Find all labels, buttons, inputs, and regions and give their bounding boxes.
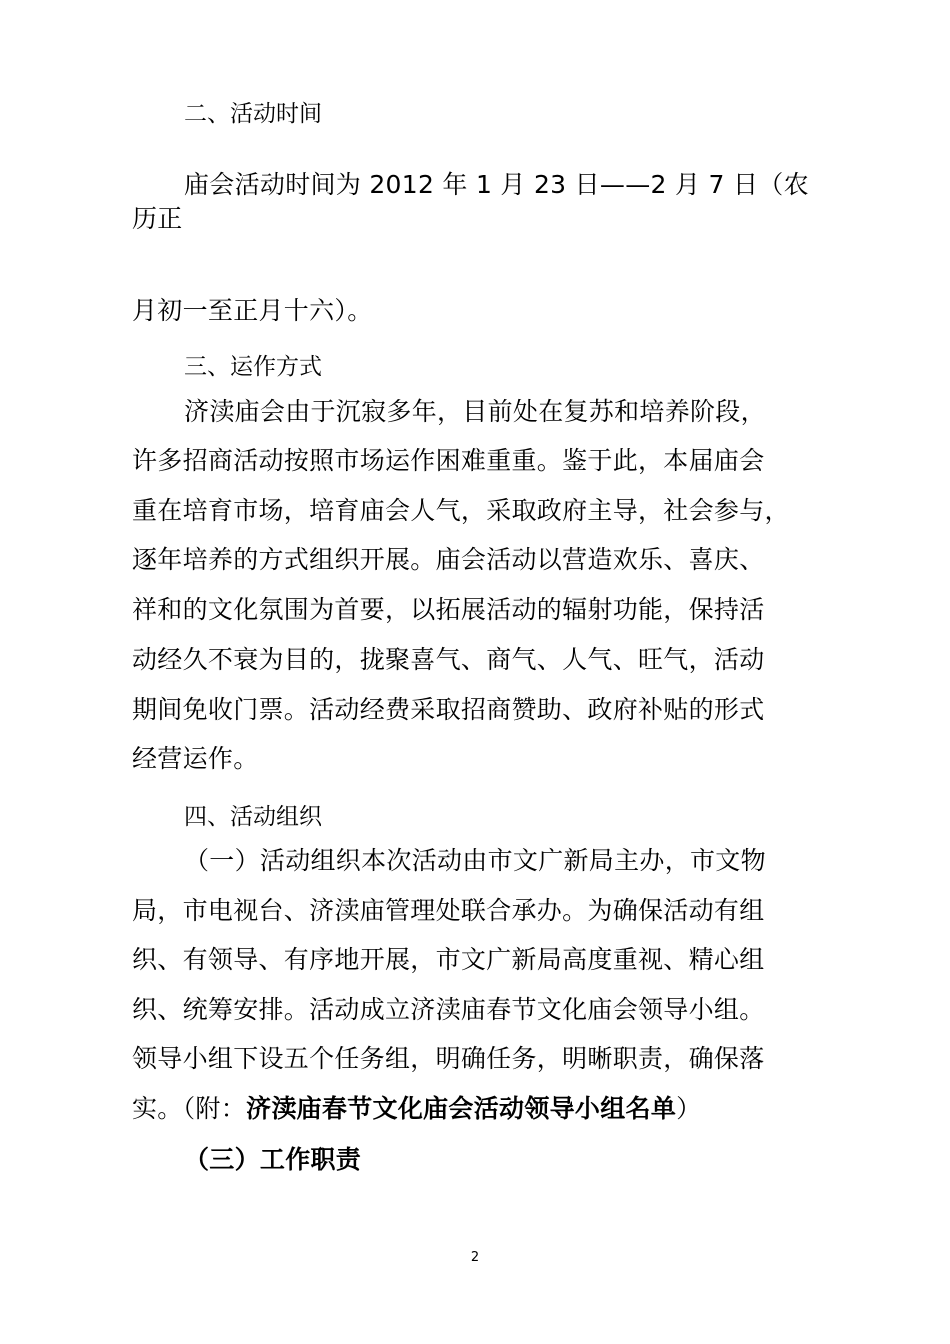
paragraph-line: 织、统筹安排。活动成立济渎庙春节文化庙会领导小组。: [132, 995, 765, 1024]
paragraph-line: 织、有领导、有序地开展，市文广新局高度重视、精心组: [132, 945, 765, 974]
paragraph-line: 重在培育市场，培育庙会人气，采取政府主导，社会参与，: [132, 496, 790, 525]
paragraph-line: 局，市电视台、济渎庙管理处联合承办。为确保活动有组: [132, 896, 765, 925]
attachment-title: 济渎庙春节文化庙会活动领导小组名单: [246, 1094, 677, 1123]
subsection-heading-duties: （三）工作职责: [184, 1145, 362, 1174]
paragraph-line: 经营运作。: [132, 744, 259, 773]
attachment-prefix: 实。（附：: [132, 1094, 247, 1123]
paragraph-line: 领导小组下设五个任务组，明确任务，明晰职责，确保落: [132, 1044, 765, 1073]
paragraph-line: 月初一至正月十六）。: [132, 296, 373, 325]
attachment-suffix: ）: [676, 1094, 702, 1123]
page-number: 2: [470, 1250, 480, 1265]
paragraph-line: 历正: [132, 204, 183, 233]
paragraph-line: 许多招商活动按照市场运作困难重重。鉴于此，本届庙会: [132, 446, 765, 475]
paragraph-line: 祥和的文化氛围为首要，以拓展活动的辐射功能，保持活: [132, 595, 765, 624]
section-heading-operation: 三、运作方式: [184, 354, 322, 380]
section-heading-organization: 四、活动组织: [184, 804, 322, 830]
paragraph-line-with-attachment: [132, 1096, 701, 1121]
paragraph-line: 期间免收门票。活动经费采取招商赞助、政府补贴的形式: [132, 695, 765, 724]
section-heading-time: 二、活动时间: [184, 101, 322, 127]
paragraph-line: 动经久不衰为目的，拢聚喜气、商气、人气、旺气，活动: [132, 645, 765, 674]
paragraph-line: 庙会活动时间为 2012 年 1 月 23 日——2 月 7 日（农: [184, 170, 809, 199]
paragraph-line: （一）活动组织本次活动由市文广新局主办，市文物: [184, 846, 766, 875]
paragraph-line: 济渎庙会由于沉寂多年，目前处在复苏和培养阶段，: [184, 397, 766, 426]
paragraph-line: 逐年培养的方式组织开展。庙会活动以营造欢乐、喜庆、: [132, 545, 765, 574]
